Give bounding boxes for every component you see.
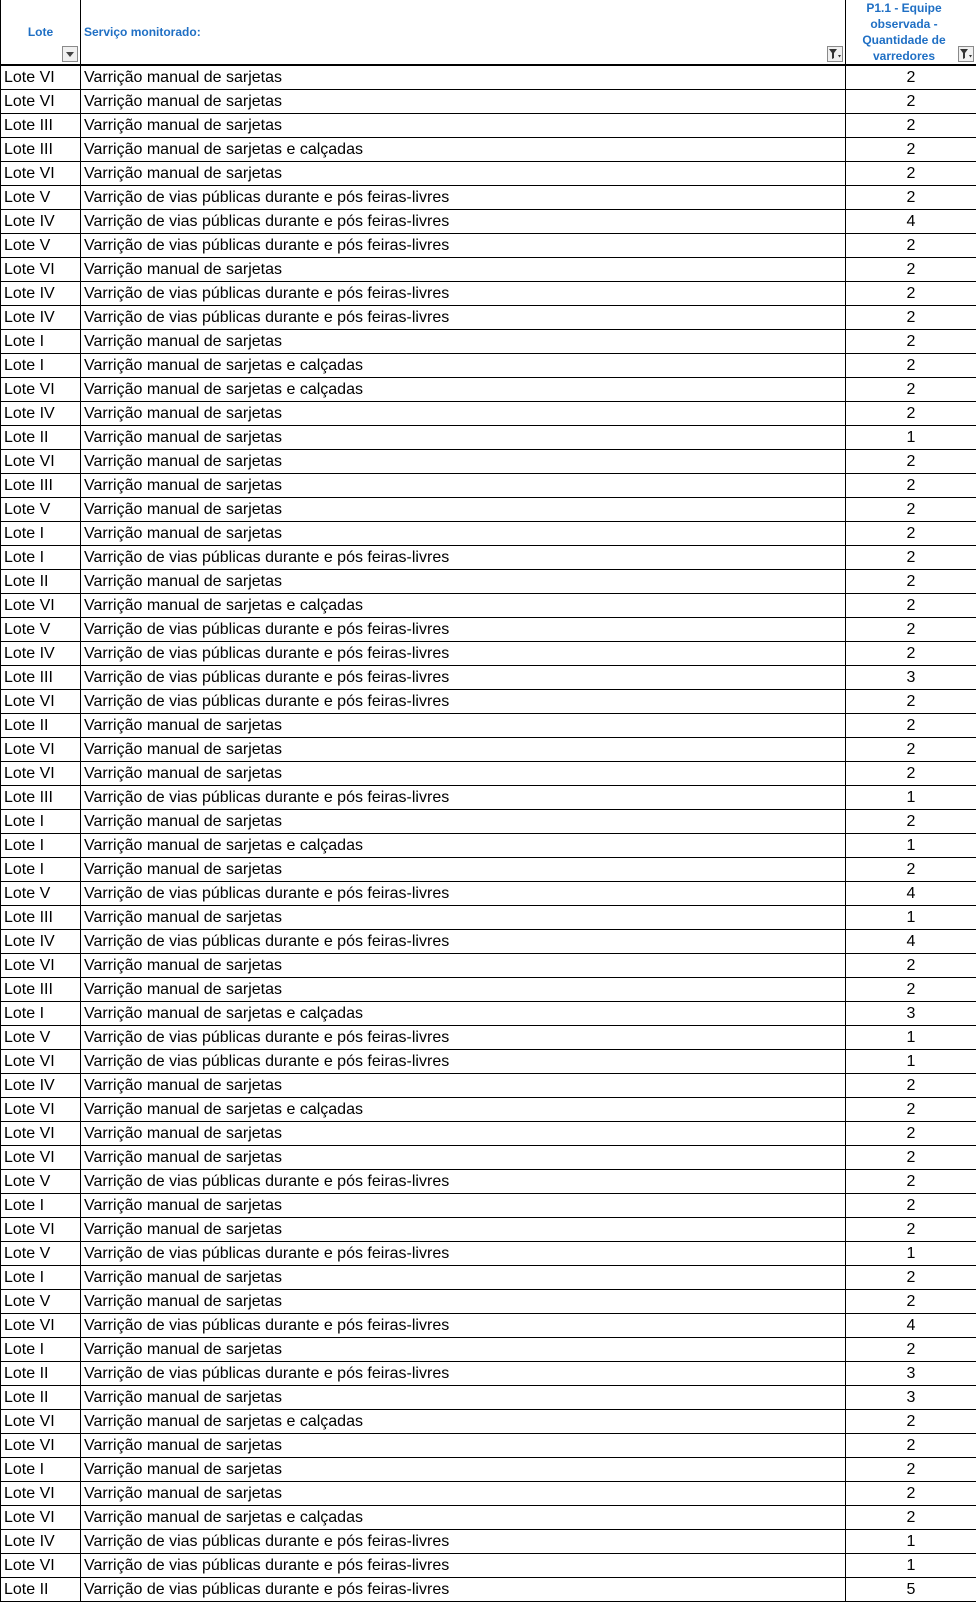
cell-quantidade[interactable]: 2 xyxy=(846,1434,976,1458)
table-row xyxy=(1,1002,976,1026)
cell-lote[interactable]: Lote VI xyxy=(1,65,81,90)
cell-quantidade[interactable]: 4 xyxy=(846,210,976,234)
cell-quantidade[interactable]: 2 xyxy=(846,330,976,354)
cell-quantidade[interactable]: 2 xyxy=(846,690,976,714)
cell-lote[interactable]: Lote I xyxy=(1,330,81,354)
cell-quantidade[interactable]: 2 xyxy=(846,954,976,978)
cell-quantidade[interactable]: 1 xyxy=(846,1530,976,1554)
cell-lote[interactable]: Lote IV xyxy=(1,306,81,330)
table-row xyxy=(1,1074,976,1098)
cell-lote[interactable]: Lote VI xyxy=(1,1554,81,1578)
header-lote-label: Lote xyxy=(1,24,80,40)
cell-servico[interactable]: Varrição manual de sarjetas xyxy=(81,330,846,354)
cell-lote[interactable]: Lote III xyxy=(1,138,81,162)
cell-quantidade[interactable]: 2 xyxy=(846,138,976,162)
cell-lote[interactable]: Lote I xyxy=(1,1002,81,1026)
cell-quantidade[interactable]: 1 xyxy=(846,1554,976,1578)
cell-servico[interactable]: Varrição manual de sarjetas xyxy=(81,570,846,594)
header-servico xyxy=(81,0,846,65)
cell-lote[interactable]: Lote V xyxy=(1,186,81,210)
cell-lote[interactable]: Lote II xyxy=(1,1386,81,1410)
table-row xyxy=(1,258,976,282)
cell-lote[interactable]: Lote III xyxy=(1,906,81,930)
cell-lote[interactable]: Lote V xyxy=(1,618,81,642)
cell-servico[interactable]: Varrição de vias públicas durante e pós feiras-livres xyxy=(81,306,846,330)
cell-servico[interactable]: Varrição manual de sarjetas xyxy=(81,162,846,186)
cell-quantidade[interactable]: 2 xyxy=(846,162,976,186)
cell-lote[interactable]: Lote III xyxy=(1,114,81,138)
cell-lote[interactable]: Lote VI xyxy=(1,258,81,282)
cell-servico[interactable]: Varrição de vias públicas durante e pós feiras-livres xyxy=(81,666,846,690)
cell-lote[interactable]: Lote VI xyxy=(1,1506,81,1530)
table-row xyxy=(1,1434,976,1458)
cell-servico[interactable]: Varrição manual de sarjetas e calçadas xyxy=(81,594,846,618)
cell-servico[interactable]: Varrição manual de sarjetas xyxy=(81,450,846,474)
cell-quantidade[interactable]: 1 xyxy=(846,834,976,858)
table-row xyxy=(1,522,976,546)
table-row xyxy=(1,930,976,954)
cell-lote[interactable]: Lote VI xyxy=(1,594,81,618)
cell-quantidade[interactable]: 2 xyxy=(846,474,976,498)
cell-servico[interactable]: Varrição manual de sarjetas xyxy=(81,1194,846,1218)
cell-lote[interactable]: Lote V xyxy=(1,1242,81,1266)
table-row xyxy=(1,1410,976,1434)
cell-lote[interactable]: Lote I xyxy=(1,1458,81,1482)
table-row xyxy=(1,1050,976,1074)
table-row xyxy=(1,738,976,762)
cell-lote[interactable]: Lote II xyxy=(1,426,81,450)
cell-quantidade[interactable]: 2 xyxy=(846,642,976,666)
cell-quantidade[interactable]: 2 xyxy=(846,258,976,282)
table-row xyxy=(1,354,976,378)
cell-lote[interactable]: Lote VI xyxy=(1,1218,81,1242)
table-row xyxy=(1,282,976,306)
table-row xyxy=(1,594,976,618)
cell-lote[interactable]: Lote VI xyxy=(1,762,81,786)
cell-quantidade[interactable]: 1 xyxy=(846,1026,976,1050)
cell-quantidade[interactable]: 3 xyxy=(846,1362,976,1386)
cell-quantidade[interactable]: 2 xyxy=(846,1290,976,1314)
cell-lote[interactable]: Lote VI xyxy=(1,1098,81,1122)
cell-lote[interactable]: Lote I xyxy=(1,834,81,858)
cell-lote[interactable]: Lote V xyxy=(1,1026,81,1050)
cell-quantidade[interactable]: 3 xyxy=(846,1386,976,1410)
cell-lote[interactable]: Lote V xyxy=(1,234,81,258)
cell-quantidade[interactable]: 2 xyxy=(846,498,976,522)
table-row xyxy=(1,498,976,522)
cell-quantidade[interactable]: 2 xyxy=(846,858,976,882)
cell-lote[interactable]: Lote VI xyxy=(1,1410,81,1434)
table-row xyxy=(1,714,976,738)
cell-servico[interactable]: Varrição manual de sarjetas xyxy=(81,858,846,882)
table-row xyxy=(1,1242,976,1266)
cell-servico[interactable]: Varrição manual de sarjetas xyxy=(81,65,846,90)
table-row xyxy=(1,426,976,450)
table-row xyxy=(1,90,976,114)
cell-servico[interactable]: Varrição de vias públicas durante e pós feiras-livres xyxy=(81,234,846,258)
cell-servico[interactable]: Varrição manual de sarjetas xyxy=(81,258,846,282)
cell-servico[interactable]: Varrição de vias públicas durante e pós feiras-livres xyxy=(81,1026,846,1050)
cell-servico[interactable]: Varrição manual de sarjetas xyxy=(81,714,846,738)
cell-lote[interactable]: Lote VI xyxy=(1,378,81,402)
table-row xyxy=(1,858,976,882)
table-row xyxy=(1,1314,976,1338)
table-row xyxy=(1,666,976,690)
table-row xyxy=(1,114,976,138)
table-row xyxy=(1,1338,976,1362)
table-row xyxy=(1,1554,976,1578)
table-row xyxy=(1,954,976,978)
cell-servico[interactable]: Varrição manual de sarjetas xyxy=(81,1458,846,1482)
table-row xyxy=(1,1482,976,1506)
table-row xyxy=(1,882,976,906)
servico-filter-button[interactable] xyxy=(827,46,843,62)
cell-lote[interactable]: Lote I xyxy=(1,354,81,378)
cell-quantidade[interactable]: 2 xyxy=(846,1482,976,1506)
cell-servico[interactable]: Varrição manual de sarjetas xyxy=(81,810,846,834)
cell-quantidade[interactable]: 2 xyxy=(846,570,976,594)
cell-servico[interactable]: Varrição manual de sarjetas xyxy=(81,1290,846,1314)
cell-servico[interactable]: Varrição de vias públicas durante e pós feiras-livres xyxy=(81,642,846,666)
cell-lote[interactable]: Lote VI xyxy=(1,1434,81,1458)
cell-lote[interactable]: Lote VI xyxy=(1,954,81,978)
table-row xyxy=(1,162,976,186)
cell-servico[interactable]: Varrição manual de sarjetas xyxy=(81,402,846,426)
cell-lote[interactable]: Lote VI xyxy=(1,450,81,474)
cell-servico[interactable]: Varrição de vias públicas durante e pós feiras-livres xyxy=(81,690,846,714)
cell-servico[interactable]: Varrição manual de sarjetas xyxy=(81,1146,846,1170)
table-row xyxy=(1,330,976,354)
cell-quantidade[interactable]: 2 xyxy=(846,65,976,90)
cell-servico[interactable]: Varrição de vias públicas durante e pós feiras-livres xyxy=(81,618,846,642)
cell-lote[interactable]: Lote VI xyxy=(1,1050,81,1074)
table-row xyxy=(1,642,976,666)
cell-lote[interactable]: Lote I xyxy=(1,1266,81,1290)
cell-servico[interactable]: Varrição manual de sarjetas xyxy=(81,90,846,114)
cell-quantidade[interactable]: 2 xyxy=(846,1506,976,1530)
cell-quantidade[interactable]: 2 xyxy=(846,546,976,570)
cell-lote[interactable]: Lote IV xyxy=(1,282,81,306)
cell-servico[interactable]: Varrição manual de sarjetas xyxy=(81,1074,846,1098)
cell-servico[interactable]: Varrição de vias públicas durante e pós feiras-livres xyxy=(81,930,846,954)
cell-servico[interactable]: Varrição manual de sarjetas e calçadas xyxy=(81,1098,846,1122)
cell-servico[interactable]: Varrição manual de sarjetas e calçadas xyxy=(81,354,846,378)
cell-servico[interactable]: Varrição manual de sarjetas xyxy=(81,1482,846,1506)
cell-quantidade[interactable]: 2 xyxy=(846,1194,976,1218)
cell-quantidade[interactable]: 2 xyxy=(846,618,976,642)
cell-quantidade[interactable]: 4 xyxy=(846,1314,976,1338)
cell-lote[interactable]: Lote IV xyxy=(1,1530,81,1554)
cell-lote[interactable]: Lote I xyxy=(1,546,81,570)
table-row xyxy=(1,1218,976,1242)
cell-lote[interactable]: Lote VI xyxy=(1,738,81,762)
cell-servico[interactable]: Varrição manual de sarjetas xyxy=(81,762,846,786)
cell-servico[interactable]: Varrição manual de sarjetas xyxy=(81,1386,846,1410)
cell-servico[interactable]: Varrição manual de sarjetas xyxy=(81,954,846,978)
cell-quantidade[interactable]: 2 xyxy=(846,114,976,138)
cell-servico[interactable]: Varrição manual de sarjetas e calçadas xyxy=(81,1410,846,1434)
cell-servico[interactable]: Varrição manual de sarjetas e calçadas xyxy=(81,138,846,162)
cell-lote[interactable]: Lote II xyxy=(1,1578,81,1602)
cell-servico[interactable]: Varrição manual de sarjetas xyxy=(81,1338,846,1362)
cell-lote[interactable]: Lote III xyxy=(1,474,81,498)
cell-lote[interactable]: Lote III xyxy=(1,786,81,810)
table-row xyxy=(1,546,976,570)
table-row xyxy=(1,1146,976,1170)
filter-icon xyxy=(829,49,841,60)
cell-servico[interactable]: Varrição manual de sarjetas xyxy=(81,114,846,138)
cell-lote[interactable]: Lote V xyxy=(1,498,81,522)
cell-servico[interactable]: Varrição de vias públicas durante e pós feiras-livres xyxy=(81,546,846,570)
header-servico-label: Serviço monitorado: xyxy=(81,24,845,40)
cell-quantidade[interactable]: 2 xyxy=(846,978,976,1002)
table-row xyxy=(1,1530,976,1554)
cell-quantidade[interactable]: 2 xyxy=(846,1170,976,1194)
table-row xyxy=(1,138,976,162)
cell-servico[interactable]: Varrição de vias públicas durante e pós feiras-livres xyxy=(81,1170,846,1194)
table-row xyxy=(1,1122,976,1146)
table-row xyxy=(1,1578,976,1602)
header-row xyxy=(1,0,976,65)
table-row xyxy=(1,762,976,786)
cell-quantidade[interactable]: 2 xyxy=(846,810,976,834)
cell-lote[interactable]: Lote V xyxy=(1,1170,81,1194)
table-row xyxy=(1,1458,976,1482)
table-row xyxy=(1,450,976,474)
filter-icon xyxy=(960,49,972,60)
cell-lote[interactable]: Lote VI xyxy=(1,1122,81,1146)
cell-servico[interactable]: Varrição manual de sarjetas xyxy=(81,1122,846,1146)
cell-servico[interactable]: Varrição manual de sarjetas e calçadas xyxy=(81,834,846,858)
cell-quantidade[interactable]: 2 xyxy=(846,762,976,786)
quantidade-filter-button[interactable] xyxy=(958,46,974,62)
cell-quantidade[interactable]: 2 xyxy=(846,282,976,306)
cell-servico[interactable]: Varrição manual de sarjetas xyxy=(81,1266,846,1290)
table-row xyxy=(1,474,976,498)
cell-quantidade[interactable]: 2 xyxy=(846,1410,976,1434)
cell-quantidade[interactable]: 2 xyxy=(846,1338,976,1362)
cell-quantidade[interactable]: 5 xyxy=(846,1578,976,1602)
cell-servico[interactable]: Varrição manual de sarjetas xyxy=(81,738,846,762)
cell-servico[interactable]: Varrição de vias públicas durante e pós feiras-livres xyxy=(81,210,846,234)
cell-servico[interactable]: Varrição manual de sarjetas xyxy=(81,426,846,450)
table-row xyxy=(1,65,976,90)
table-row xyxy=(1,1290,976,1314)
cell-quantidade[interactable]: 2 xyxy=(846,234,976,258)
cell-lote[interactable]: Lote IV xyxy=(1,402,81,426)
cell-lote[interactable]: Lote IV xyxy=(1,1074,81,1098)
cell-lote[interactable]: Lote III xyxy=(1,978,81,1002)
cell-quantidade[interactable]: 2 xyxy=(846,594,976,618)
cell-quantidade[interactable]: 1 xyxy=(846,906,976,930)
cell-quantidade[interactable]: 2 xyxy=(846,450,976,474)
cell-quantidade[interactable]: 1 xyxy=(846,426,976,450)
cell-lote[interactable]: Lote VI xyxy=(1,90,81,114)
cell-servico[interactable]: Varrição de vias públicas durante e pós feiras-livres xyxy=(81,1314,846,1338)
cell-servico[interactable]: Varrição manual de sarjetas xyxy=(81,1218,846,1242)
cell-quantidade[interactable]: 2 xyxy=(846,738,976,762)
cell-servico[interactable]: Varrição manual de sarjetas xyxy=(81,906,846,930)
cell-servico[interactable]: Varrição de vias públicas durante e pós feiras-livres xyxy=(81,1530,846,1554)
cell-servico[interactable]: Varrição de vias públicas durante e pós feiras-livres xyxy=(81,1362,846,1386)
table-row xyxy=(1,1170,976,1194)
table-row xyxy=(1,1194,976,1218)
table-row xyxy=(1,306,976,330)
cell-servico[interactable]: Varrição manual de sarjetas xyxy=(81,522,846,546)
cell-quantidade[interactable]: 2 xyxy=(846,378,976,402)
cell-servico[interactable]: Varrição manual de sarjetas xyxy=(81,474,846,498)
table-row xyxy=(1,1506,976,1530)
cell-quantidade[interactable]: 1 xyxy=(846,786,976,810)
table-body xyxy=(1,65,976,1602)
cell-servico[interactable]: Varrição de vias públicas durante e pós feiras-livres xyxy=(81,282,846,306)
table-row xyxy=(1,786,976,810)
cell-lote[interactable]: Lote IV xyxy=(1,930,81,954)
cell-quantidade[interactable]: 2 xyxy=(846,1218,976,1242)
cell-servico[interactable]: Varrição manual de sarjetas e calçadas xyxy=(81,378,846,402)
cell-lote[interactable]: Lote I xyxy=(1,1338,81,1362)
cell-quantidade[interactable]: 4 xyxy=(846,930,976,954)
table-row xyxy=(1,402,976,426)
cell-quantidade[interactable]: 2 xyxy=(846,1098,976,1122)
cell-servico[interactable]: Varrição manual de sarjetas e calçadas xyxy=(81,1506,846,1530)
cell-quantidade[interactable]: 2 xyxy=(846,354,976,378)
lote-filter-button[interactable] xyxy=(62,46,78,62)
cell-lote[interactable]: Lote VI xyxy=(1,690,81,714)
table-row xyxy=(1,810,976,834)
cell-lote[interactable]: Lote VI xyxy=(1,1146,81,1170)
cell-quantidade[interactable]: 2 xyxy=(846,1074,976,1098)
cell-quantidade[interactable]: 3 xyxy=(846,666,976,690)
cell-quantidade[interactable]: 2 xyxy=(846,1122,976,1146)
cell-servico[interactable]: Varrição manual de sarjetas xyxy=(81,1434,846,1458)
cell-lote[interactable]: Lote V xyxy=(1,882,81,906)
table-row xyxy=(1,210,976,234)
cell-lote[interactable]: Lote I xyxy=(1,522,81,546)
table-row xyxy=(1,834,976,858)
cell-lote[interactable]: Lote VI xyxy=(1,1482,81,1506)
cell-quantidade[interactable]: 2 xyxy=(846,522,976,546)
cell-quantidade[interactable]: 1 xyxy=(846,1050,976,1074)
cell-quantidade[interactable]: 2 xyxy=(846,714,976,738)
cell-lote[interactable]: Lote II xyxy=(1,714,81,738)
cell-lote[interactable]: Lote II xyxy=(1,570,81,594)
cell-servico[interactable]: Varrição de vias públicas durante e pós feiras-livres xyxy=(81,1050,846,1074)
dropdown-arrow-icon xyxy=(66,52,74,57)
cell-servico[interactable]: Varrição manual de sarjetas e calçadas xyxy=(81,1002,846,1026)
cell-quantidade[interactable]: 2 xyxy=(846,90,976,114)
table-row xyxy=(1,906,976,930)
cell-quantidade[interactable]: 2 xyxy=(846,1458,976,1482)
header-lote xyxy=(1,0,81,65)
table-row xyxy=(1,618,976,642)
cell-lote[interactable]: Lote V xyxy=(1,1290,81,1314)
cell-quantidade[interactable]: 3 xyxy=(846,1002,976,1026)
cell-quantidade[interactable]: 4 xyxy=(846,882,976,906)
cell-servico[interactable]: Varrição de vias públicas durante e pós feiras-livres xyxy=(81,786,846,810)
cell-servico[interactable]: Varrição de vias públicas durante e pós feiras-livres xyxy=(81,1242,846,1266)
table-row xyxy=(1,690,976,714)
cell-lote[interactable]: Lote IV xyxy=(1,642,81,666)
cell-servico[interactable]: Varrição de vias públicas durante e pós feiras-livres xyxy=(81,1554,846,1578)
cell-lote[interactable]: Lote I xyxy=(1,810,81,834)
cell-servico[interactable]: Varrição manual de sarjetas xyxy=(81,978,846,1002)
table-row xyxy=(1,186,976,210)
cell-lote[interactable]: Lote I xyxy=(1,858,81,882)
cell-quantidade[interactable]: 1 xyxy=(846,1242,976,1266)
table-row xyxy=(1,1098,976,1122)
table-row xyxy=(1,570,976,594)
cell-quantidade[interactable]: 2 xyxy=(846,186,976,210)
table-row xyxy=(1,234,976,258)
cell-quantidade[interactable]: 2 xyxy=(846,1266,976,1290)
cell-quantidade[interactable]: 2 xyxy=(846,402,976,426)
table-row xyxy=(1,978,976,1002)
cell-lote[interactable]: Lote VI xyxy=(1,1314,81,1338)
cell-lote[interactable]: Lote III xyxy=(1,666,81,690)
cell-quantidade[interactable]: 2 xyxy=(846,1146,976,1170)
table-row xyxy=(1,1026,976,1050)
cell-quantidade[interactable]: 2 xyxy=(846,306,976,330)
header-quantidade xyxy=(846,0,976,65)
cell-lote[interactable]: Lote I xyxy=(1,1194,81,1218)
table-row xyxy=(1,1386,976,1410)
table-row xyxy=(1,1266,976,1290)
cell-servico[interactable]: Varrição de vias públicas durante e pós feiras-livres xyxy=(81,1578,846,1602)
cell-lote[interactable]: Lote II xyxy=(1,1362,81,1386)
cell-lote[interactable]: Lote IV xyxy=(1,210,81,234)
header-quantidade-label: P1.1 - Equipe observada - Quantidade de varredores xyxy=(846,0,976,64)
cell-servico[interactable]: Varrição de vias públicas durante e pós feiras-livres xyxy=(81,882,846,906)
cell-servico[interactable]: Varrição manual de sarjetas xyxy=(81,498,846,522)
table-row xyxy=(1,1362,976,1386)
table-row xyxy=(1,378,976,402)
cell-lote[interactable]: Lote VI xyxy=(1,162,81,186)
cell-servico[interactable]: Varrição de vias públicas durante e pós feiras-livres xyxy=(81,186,846,210)
